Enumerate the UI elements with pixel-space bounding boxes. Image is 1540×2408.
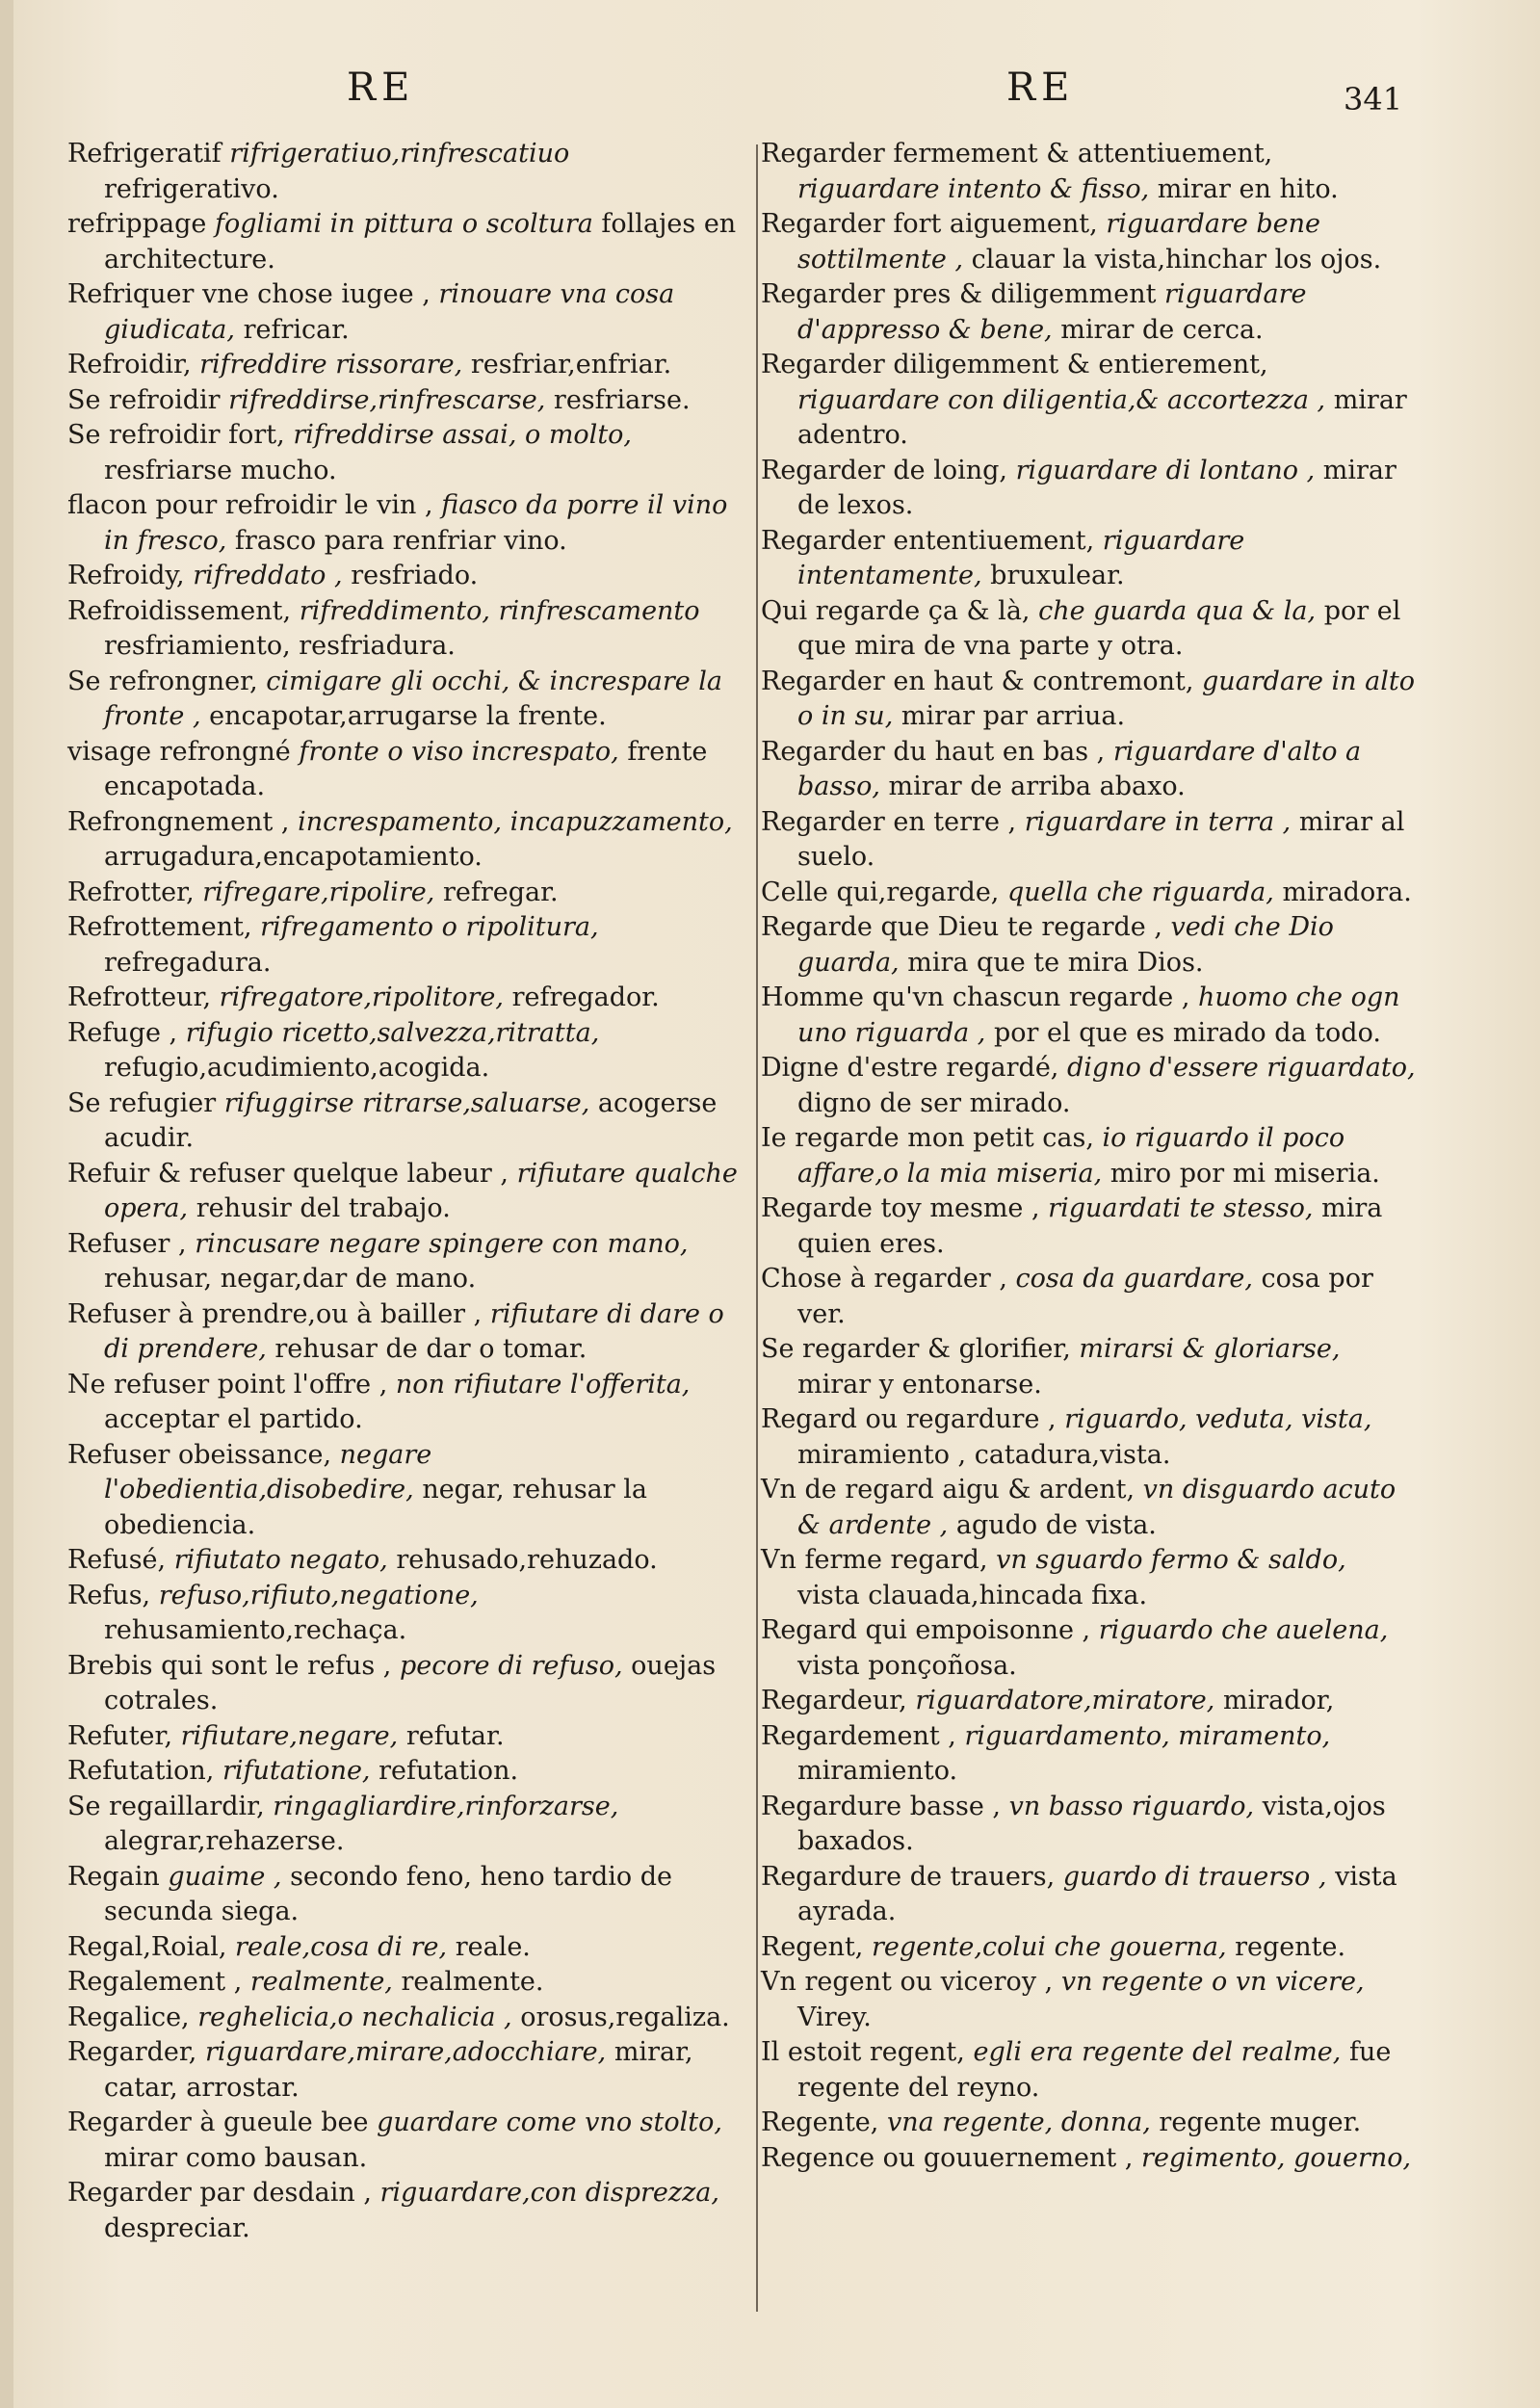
dictionary-entry: Refrotter, rifregare,ripolire, refregar.	[67, 877, 559, 907]
dictionary-entry: Vn de regard aigu & ardent, vn disguardo acuto & ardente , agudo de vista.	[761, 1475, 1396, 1540]
dictionary-entry: Refutation, rifutatione, refutation.	[67, 1756, 519, 1786]
dictionary-entry: Regarder par desdain , riguardare,con disprezza, despreciar.	[67, 2178, 719, 2243]
dictionary-entry: Regain guaime , secondo feno, heno tardio de secunda siega.	[67, 1861, 673, 1926]
dictionary-entry: Se refrongner, cimigare gli occhi, & increspare la fronte , encapotar,arrugarse la frente.	[67, 666, 723, 731]
dictionary-entry: Digne d'estre regardé, digno d'essere riguardato, digno de ser mirado.	[761, 1053, 1416, 1118]
dictionary-entry: Regarder en haut & contremont, guardare in alto o in su, mirar par arriua.	[761, 666, 1415, 731]
dictionary-entry: refrippage fogliami in pittura o scoltura follajes en architecture.	[67, 209, 737, 275]
dictionary-entry: Se regaillardir, ringagliardire,rinforzarse, alegrar,rehazerse.	[67, 1791, 619, 1856]
dictionary-entry: Refroidy, rifreddato , resfriado.	[67, 561, 479, 590]
dictionary-entry: Regarder pres & diligemment riguardare d'appresso & bene, mirar de cerca.	[761, 279, 1307, 345]
dictionary-entry: Regarder à gueule bee guardare come vno stolto, mirar como bausan.	[67, 2107, 722, 2173]
dictionary-entry: Regard ou regardure , riguardo, veduta, vista, miramiento , catadura,vista.	[761, 1404, 1372, 1470]
dictionary-entry: Refuser à prendre,ou à bailler , rifiutare di dare o di prendere, rehusar de dar o tomar.	[67, 1298, 724, 1364]
dictionary-entry: Regardure basse , vn basso riguardo, vista,ojos baxados.	[761, 1791, 1386, 1856]
dictionary-entry: Regalice, reghelicia,o nechalicia , orosus,regaliza.	[67, 2002, 730, 2032]
dictionary-entry: Refrongnement , increspamento, incapuzzamento, arrugadura,encapotamiento.	[67, 806, 733, 872]
dictionary-entry: Regal,Roial, reale,cosa di re, reale.	[67, 1931, 531, 1962]
dictionary-entry: Regarde toy mesme , riguardati te stesso, mira quien eres.	[761, 1193, 1383, 1259]
dictionary-entry: flacon pour refroidir le vin , fiasco da porre il vino in fresco, frasco para renfriar vino.	[67, 490, 728, 556]
dictionary-entry: Refuir & refuser quelque labeur , rifiutare qualche opera, rehusir del trabajo.	[67, 1158, 738, 1223]
dictionary-entry: visage refrongné fronte o viso increspato, frente encapotada.	[67, 736, 708, 801]
dictionary-entry: Refroidissement, rifreddimento, rinfrescamento resfriamiento, resfriadura.	[67, 595, 700, 661]
dictionary-entry: Refrotteur, rifregatore,ripolitore, refregador.	[67, 982, 660, 1012]
dictionary-entry: Refuge , rifugio ricetto,salvezza,ritratta, refugio,acudimiento,acogida.	[67, 1017, 600, 1083]
dictionary-entry: Se refroidir rifreddirse,rinfrescarse, resfriarse.	[67, 384, 691, 415]
dictionary-entry: Chose à regarder , cosa da guardare, cosa por ver.	[761, 1264, 1373, 1329]
dictionary-entry: Regarder du haut en bas , riguardare d'alto a basso, mirar de arriba abaxo.	[761, 736, 1362, 801]
dictionary-entry: Vn regent ou viceroy , vn regente o vn vicere, Virey.	[761, 1967, 1365, 2032]
running-head-left: RE	[347, 65, 416, 110]
dictionary-entry: Refusé, rifiutato negato, rehusado,rehuzado.	[67, 1545, 658, 1575]
dictionary-entry: Se regarder & glorifier, mirarsi & gloriarse, mirar y entonarse.	[761, 1334, 1341, 1400]
dictionary-entry: Qui regarde ça & là, che guarda qua & la, por el que mira de vna parte y otra.	[761, 595, 1401, 661]
dictionary-entry: Regarder en terre , riguardare in terra , mirar al suelo.	[761, 806, 1405, 872]
dictionary-entry: Regarder diligemment & entierement, riguardare con diligentia,& accortezza , mirar adentro.	[761, 350, 1407, 450]
dictionary-entry: Vn ferme regard, vn sguardo fermo & saldo, vista clauada,hincada fixa.	[761, 1545, 1346, 1610]
dictionary-entry: Regarde que Dieu te regarde , vedi che Dio guarda, mira que te mira Dios.	[761, 912, 1334, 978]
dictionary-entry: Refriquer vne chose iugee , rinouare vna cosa giudicata, refricar.	[67, 279, 675, 345]
right-column	[761, 137, 1416, 2176]
dictionary-entry: Refrigeratif rifrigeratiuo,rinfrescatiuo refrigerativo.	[67, 139, 570, 204]
dictionary-entry: Refuser , rincusare negare spingere con mano, rehusar, negar,dar de mano.	[67, 1228, 689, 1294]
dictionary-entry: Regarder de loing, riguardare di lontano , mirar de lexos.	[761, 455, 1396, 520]
dictionary-entry: Ie regarde mon petit cas, io riguardo il poco affare,o la mia miseria, miro por mi miseria.	[761, 1123, 1380, 1189]
dictionary-entry: Regarder ententiuement, riguardare intentamente, bruxulear.	[761, 525, 1245, 590]
dictionary-entry: Regarder, riguardare,mirare,adocchiare, mirar, catar, arrostar.	[67, 2037, 693, 2103]
dictionary-entry: Refus, refuso,rifiuto,negatione, rehusamiento,rechaça.	[67, 1580, 479, 1645]
dictionary-entry: Refroidir, rifreddire rissorare, resfriar,enfriar.	[67, 350, 672, 380]
dictionary-entry: Regente, vna regente, donna, regente muger.	[761, 2107, 1362, 2137]
dictionary-entry: Regard qui empoisonne , riguardo che auelena, vista ponçoñosa.	[761, 1615, 1389, 1681]
dictionary-entry: Regarder fort aiguement, riguardare bene sottilmente , clauar la vista,hinchar los ojos.	[761, 209, 1382, 275]
dictionary-entry: Ne refuser point l'offre , non rifiutare l'offerita, acceptar el partido.	[67, 1369, 691, 1434]
page-edge	[0, 0, 13, 2408]
dictionary-entry: Regardeur, riguardatore,miratore, mirador,	[761, 1686, 1335, 1715]
dictionary-entry: Se refugier rifuggirse ritrarse,saluarse, acogerse acudir.	[67, 1087, 718, 1153]
dictionary-entry: Refuter, rifiutare,negare, refutar.	[67, 1720, 505, 1751]
dictionary-entry: Regardement , riguardamento, miramento, miramiento.	[761, 1720, 1331, 1786]
page-number: 341	[1344, 81, 1403, 118]
running-head-right: RE	[1006, 65, 1076, 110]
dictionary-entry: Refuser obeissance, negare l'obedientia,disobedire, negar, rehusar la obediencia.	[67, 1439, 648, 1540]
dictionary-entry: Regalement , realmente, realmente.	[67, 1967, 544, 1997]
dictionary-entry: Brebis qui sont le refus , pecore di refuso, ouejas cotrales.	[67, 1650, 717, 1715]
dictionary-entry: Il estoit regent, egli era regente del realme, fue regente del reyno.	[761, 2037, 1392, 2103]
column-divider	[756, 144, 758, 2312]
dictionary-entry: Refrottement, rifregamento o ripolitura, refregadura.	[67, 912, 599, 978]
left-column	[67, 137, 742, 2246]
dictionary-entry: Celle qui,regarde, quella che riguarda, miradora.	[761, 877, 1412, 907]
dictionary-entry: Regent, regente,colui che gouerna, regente.	[761, 1931, 1346, 1962]
dictionary-entry: Regence ou gouuernement , regimento, gouerno,	[761, 2142, 1412, 2173]
dictionary-entry: Regarder fermement & attentiuement, riguardare intento & fisso, mirar en hito.	[761, 139, 1339, 204]
dictionary-entry: Regardure de trauers, guardo di trauerso , vista ayrada.	[761, 1861, 1397, 1926]
dictionary-entry: Homme qu'vn chascun regarde , huomo che ogn uno riguarda , por el que es mirado da todo.	[761, 982, 1400, 1048]
dictionary-entry: Se refroidir fort, rifreddirse assai, o molto, resfriarse mucho.	[67, 420, 633, 485]
